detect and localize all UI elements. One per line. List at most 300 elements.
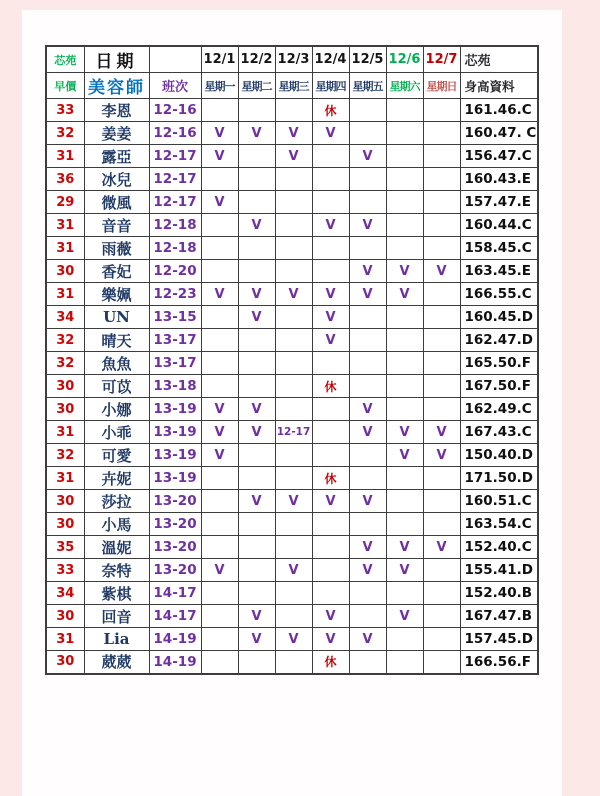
shift-time: 13-17 (149, 352, 201, 375)
shift-spacer-cell (149, 46, 201, 73)
day-cell (349, 191, 386, 214)
day-cell (312, 145, 349, 168)
day-cell (386, 490, 423, 513)
schedule-table (45, 45, 539, 675)
day-cell: V (349, 398, 386, 421)
shift-time: 13-15 (149, 306, 201, 329)
table-row (46, 651, 538, 674)
day-cell (386, 214, 423, 237)
table-row (46, 513, 538, 536)
day-cell (275, 536, 312, 559)
day-cell (312, 444, 349, 467)
day-cell (238, 352, 275, 375)
day-cell (201, 329, 238, 352)
morning-price-value: 34 (46, 306, 84, 329)
shift-time: 12-18 (149, 214, 201, 237)
table-row (46, 582, 538, 605)
day-cell (386, 352, 423, 375)
day-cell (349, 444, 386, 467)
schedule-body (46, 99, 538, 674)
morning-price-value: 31 (46, 421, 84, 444)
shift-time: 14-17 (149, 582, 201, 605)
day-cell (386, 398, 423, 421)
day-cell (238, 444, 275, 467)
table-row (46, 352, 538, 375)
shift-time: 12-18 (149, 237, 201, 260)
table-row (46, 283, 538, 306)
beautician-name: 可愛 (84, 444, 149, 467)
day-cell: V (349, 421, 386, 444)
day-cell: V (201, 191, 238, 214)
table-row (46, 145, 538, 168)
morning-price-value: 30 (46, 651, 84, 674)
height-data-value: 152.40.B (460, 582, 538, 605)
day-cell: V (238, 214, 275, 237)
day-cell (349, 168, 386, 191)
day-cell (238, 582, 275, 605)
beautician-name: UN (84, 306, 149, 329)
day-cell (312, 559, 349, 582)
morning-price-value: 31 (46, 628, 84, 651)
shift-time: 12-17 (149, 168, 201, 191)
day-cell (275, 329, 312, 352)
day-cell: V (275, 559, 312, 582)
corner-label-top-right: 芯苑 (460, 46, 538, 73)
day-cell (201, 651, 238, 674)
height-data-value: 162.47.D (460, 329, 538, 352)
beautician-name: 溫妮 (84, 536, 149, 559)
day-cell (201, 582, 238, 605)
day-cell: V (312, 605, 349, 628)
day-cell (386, 99, 423, 122)
day-cell (238, 651, 275, 674)
shift-time: 13-18 (149, 375, 201, 398)
morning-price-label: 早價 (46, 73, 84, 99)
day-cell (349, 513, 386, 536)
day-cell: V (386, 283, 423, 306)
date-header: 12/5 (349, 46, 386, 73)
day-cell: V (349, 490, 386, 513)
morning-price-value: 33 (46, 559, 84, 582)
day-cell (275, 214, 312, 237)
day-cell: V (238, 421, 275, 444)
day-cell: V (238, 628, 275, 651)
beautician-name: 李恩 (84, 99, 149, 122)
day-cell: V (349, 283, 386, 306)
day-cell (275, 375, 312, 398)
beautician-name: 小娜 (84, 398, 149, 421)
day-cell (275, 237, 312, 260)
day-cell (275, 513, 312, 536)
shift-time: 13-20 (149, 536, 201, 559)
day-cell (423, 329, 460, 352)
morning-price-value: 36 (46, 168, 84, 191)
morning-price-value: 31 (46, 237, 84, 260)
weekday-header: 星期五 (349, 73, 386, 99)
day-cell (275, 168, 312, 191)
day-cell (423, 352, 460, 375)
day-cell (201, 605, 238, 628)
beautician-name: 小馬 (84, 513, 149, 536)
day-cell (312, 352, 349, 375)
date-header-sunday: 12/7 (423, 46, 460, 73)
day-cell (349, 237, 386, 260)
morning-price-value: 30 (46, 605, 84, 628)
height-data-value: 162.49.C (460, 398, 538, 421)
day-cell (238, 191, 275, 214)
day-cell: V (275, 628, 312, 651)
shift-time: 13-20 (149, 559, 201, 582)
date-header: 12/1 (201, 46, 238, 73)
day-cell (423, 628, 460, 651)
day-cell: V (275, 283, 312, 306)
day-cell (238, 329, 275, 352)
date-header: 12/4 (312, 46, 349, 73)
beautician-name: 奈特 (84, 559, 149, 582)
day-cell: V (349, 260, 386, 283)
day-cell (238, 237, 275, 260)
beautician-name: 姜姜 (84, 122, 149, 145)
day-cell (238, 467, 275, 490)
day-cell (349, 99, 386, 122)
morning-price-value: 35 (46, 536, 84, 559)
day-cell (386, 191, 423, 214)
beautician-name: 晴天 (84, 329, 149, 352)
table-row (46, 214, 538, 237)
day-cell (423, 191, 460, 214)
beautician-name: 香妃 (84, 260, 149, 283)
day-cell (386, 237, 423, 260)
day-cell: V (386, 536, 423, 559)
day-cell: V (201, 283, 238, 306)
height-data-value: 155.41.D (460, 559, 538, 582)
day-cell (386, 467, 423, 490)
height-data-value: 160.44.C (460, 214, 538, 237)
beautician-name: 卉妮 (84, 467, 149, 490)
day-cell: V (238, 122, 275, 145)
day-cell: V (386, 260, 423, 283)
height-data-value: 150.40.D (460, 444, 538, 467)
table-row (46, 375, 538, 398)
weekday-header-saturday: 星期六 (386, 73, 423, 99)
table-row (46, 559, 538, 582)
corner-label-top-left: 芯苑 (46, 46, 84, 73)
table-row (46, 467, 538, 490)
date-header: 12/3 (275, 46, 312, 73)
day-cell (423, 605, 460, 628)
day-cell (201, 490, 238, 513)
day-cell (423, 559, 460, 582)
day-cell: V (386, 605, 423, 628)
day-cell (386, 582, 423, 605)
shift-time: 13-17 (149, 329, 201, 352)
morning-price-value: 33 (46, 99, 84, 122)
day-cell (312, 513, 349, 536)
beautician-name: 魚魚 (84, 352, 149, 375)
day-cell (275, 651, 312, 674)
height-data-value: 171.50.D (460, 467, 538, 490)
table-row (46, 605, 538, 628)
day-cell (386, 651, 423, 674)
date-label: 日期 (84, 46, 149, 73)
table-row (46, 329, 538, 352)
morning-price-value: 34 (46, 582, 84, 605)
shift-time: 12-17 (149, 191, 201, 214)
shift-time: 12-16 (149, 122, 201, 145)
day-cell (201, 513, 238, 536)
day-cell: V (275, 122, 312, 145)
table-row (46, 490, 538, 513)
shift-time: 12-23 (149, 283, 201, 306)
table-row (46, 122, 538, 145)
shift-time: 12-16 (149, 99, 201, 122)
day-cell (201, 260, 238, 283)
height-data-value: 158.45.C (460, 237, 538, 260)
shift-time: 14-19 (149, 651, 201, 674)
day-cell (349, 329, 386, 352)
day-cell (423, 398, 460, 421)
morning-price-value: 31 (46, 467, 84, 490)
shift-time: 13-19 (149, 467, 201, 490)
table-row (46, 191, 538, 214)
day-cell: V (275, 490, 312, 513)
day-cell (312, 260, 349, 283)
day-cell: V (386, 559, 423, 582)
day-cell: 休 (312, 467, 349, 490)
day-cell (423, 375, 460, 398)
beautician-name: 葳葳 (84, 651, 149, 674)
day-cell: V (238, 490, 275, 513)
day-cell (275, 352, 312, 375)
day-cell: V (386, 421, 423, 444)
header-row-dates (46, 46, 538, 73)
beautician-name: 雨薇 (84, 237, 149, 260)
morning-price-value: 30 (46, 398, 84, 421)
day-cell (275, 99, 312, 122)
day-cell (423, 214, 460, 237)
day-cell: V (201, 145, 238, 168)
beautician-name: 回音 (84, 605, 149, 628)
day-cell (201, 306, 238, 329)
day-cell (423, 306, 460, 329)
day-cell: V (312, 283, 349, 306)
day-cell (423, 145, 460, 168)
day-cell (423, 513, 460, 536)
shift-time: 13-20 (149, 513, 201, 536)
day-cell (201, 375, 238, 398)
day-cell (238, 99, 275, 122)
day-cell (312, 536, 349, 559)
day-cell (423, 467, 460, 490)
day-cell: V (423, 421, 460, 444)
height-data-value: 163.54.C (460, 513, 538, 536)
day-cell (238, 260, 275, 283)
shift-time: 14-19 (149, 628, 201, 651)
beautician-name: 音音 (84, 214, 149, 237)
day-cell (238, 536, 275, 559)
day-cell (423, 168, 460, 191)
day-cell (238, 513, 275, 536)
day-cell (349, 352, 386, 375)
day-cell (201, 99, 238, 122)
day-cell (386, 122, 423, 145)
day-cell (238, 168, 275, 191)
weekday-header: 星期四 (312, 73, 349, 99)
day-cell (423, 283, 460, 306)
day-cell: V (201, 398, 238, 421)
day-cell (312, 168, 349, 191)
day-cell: V (423, 444, 460, 467)
day-cell: V (201, 421, 238, 444)
weekday-header-sunday: 星期日 (423, 73, 460, 99)
day-cell (275, 306, 312, 329)
day-cell (423, 99, 460, 122)
height-data-value: 167.43.C (460, 421, 538, 444)
day-cell (275, 260, 312, 283)
day-cell (238, 145, 275, 168)
morning-price-value: 32 (46, 329, 84, 352)
morning-price-value: 31 (46, 145, 84, 168)
day-cell (201, 352, 238, 375)
day-cell: V (312, 329, 349, 352)
day-cell (275, 605, 312, 628)
day-cell (423, 582, 460, 605)
day-cell: V (201, 559, 238, 582)
beautician-name: Lia (84, 628, 149, 651)
height-data-value: 167.50.F (460, 375, 538, 398)
day-cell: V (349, 628, 386, 651)
day-cell: V (312, 122, 349, 145)
day-cell (386, 375, 423, 398)
day-cell: V (349, 559, 386, 582)
shift-time: 12-20 (149, 260, 201, 283)
height-data-label: 身高資料 (460, 73, 538, 99)
date-header: 12/2 (238, 46, 275, 73)
height-data-value: 160.51.C (460, 490, 538, 513)
weekday-header: 星期二 (238, 73, 275, 99)
beautician-label: 美容師 (84, 73, 149, 99)
morning-price-value: 31 (46, 283, 84, 306)
day-cell: V (423, 260, 460, 283)
beautician-name: 可苡 (84, 375, 149, 398)
date-header-saturday: 12/6 (386, 46, 423, 73)
table-row (46, 260, 538, 283)
beautician-name: 露亞 (84, 145, 149, 168)
day-cell (386, 628, 423, 651)
day-cell: V (312, 214, 349, 237)
height-data-value: 157.45.D (460, 628, 538, 651)
morning-price-value: 29 (46, 191, 84, 214)
day-cell (275, 191, 312, 214)
day-cell (275, 467, 312, 490)
day-cell (386, 329, 423, 352)
morning-price-value: 32 (46, 352, 84, 375)
morning-price-value: 30 (46, 490, 84, 513)
header-row-weekdays (46, 73, 538, 99)
day-cell (275, 582, 312, 605)
day-cell (312, 398, 349, 421)
table-row (46, 628, 538, 651)
day-cell (201, 214, 238, 237)
height-data-value: 160.45.D (460, 306, 538, 329)
day-cell: V (201, 122, 238, 145)
morning-price-value: 31 (46, 214, 84, 237)
day-cell: V (349, 145, 386, 168)
beautician-name: 紫棋 (84, 582, 149, 605)
height-data-value: 160.47. C (460, 122, 538, 145)
day-cell (275, 444, 312, 467)
height-data-value: 166.55.C (460, 283, 538, 306)
day-cell (423, 651, 460, 674)
day-cell: V (312, 490, 349, 513)
day-cell (423, 490, 460, 513)
beautician-name: 冰兒 (84, 168, 149, 191)
height-data-value: 165.50.F (460, 352, 538, 375)
beautician-name: 微風 (84, 191, 149, 214)
weekday-header: 星期一 (201, 73, 238, 99)
beautician-name: 小乖 (84, 421, 149, 444)
day-cell (386, 513, 423, 536)
height-data-value: 167.47.B (460, 605, 538, 628)
day-cell: V (238, 398, 275, 421)
day-cell: V (238, 306, 275, 329)
day-cell (349, 375, 386, 398)
day-cell: 休 (312, 651, 349, 674)
day-cell (312, 582, 349, 605)
day-cell: V (201, 444, 238, 467)
day-cell: V (238, 283, 275, 306)
morning-price-value: 30 (46, 375, 84, 398)
day-cell (349, 582, 386, 605)
day-cell (349, 122, 386, 145)
day-cell (312, 237, 349, 260)
day-cell: 12-17 (275, 421, 312, 444)
table-row (46, 168, 538, 191)
day-cell (386, 145, 423, 168)
height-data-value: 160.43.E (460, 168, 538, 191)
day-cell (386, 306, 423, 329)
day-cell (349, 467, 386, 490)
weekday-header: 星期三 (275, 73, 312, 99)
day-cell (238, 375, 275, 398)
day-cell (386, 168, 423, 191)
day-cell (423, 122, 460, 145)
day-cell (349, 605, 386, 628)
table-row (46, 99, 538, 122)
day-cell (275, 398, 312, 421)
day-cell (349, 651, 386, 674)
table-row (46, 306, 538, 329)
morning-price-value: 30 (46, 260, 84, 283)
shift-time: 13-20 (149, 490, 201, 513)
day-cell (312, 421, 349, 444)
height-data-value: 152.40.C (460, 536, 538, 559)
height-data-value: 161.46.C (460, 99, 538, 122)
day-cell: V (423, 536, 460, 559)
day-cell (349, 306, 386, 329)
day-cell: V (312, 628, 349, 651)
day-cell (312, 191, 349, 214)
day-cell (201, 628, 238, 651)
day-cell: V (238, 605, 275, 628)
day-cell (201, 168, 238, 191)
day-cell: V (349, 536, 386, 559)
day-cell: 休 (312, 375, 349, 398)
day-cell (238, 559, 275, 582)
beautician-name: 樂姵 (84, 283, 149, 306)
shift-time: 13-19 (149, 444, 201, 467)
morning-price-value: 30 (46, 513, 84, 536)
